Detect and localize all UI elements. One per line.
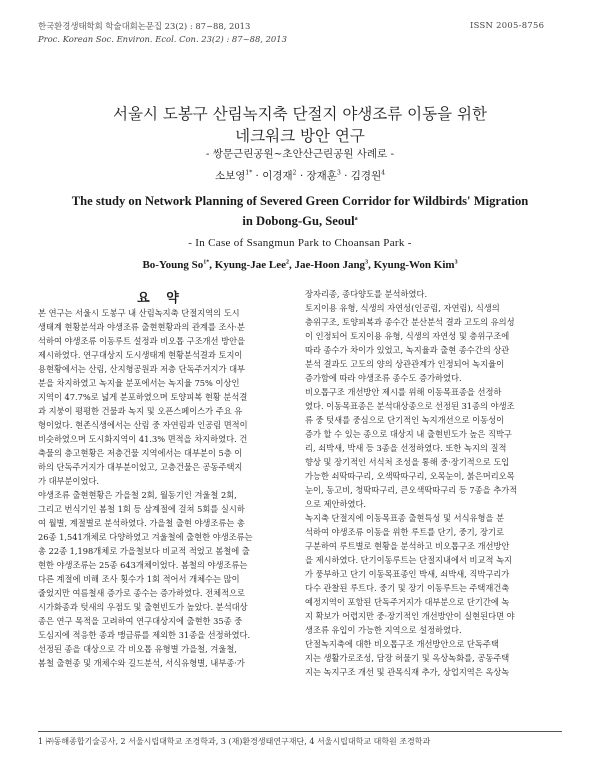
authors-ko: 소보영$^{1*}$ · 이경재$^2$ · 장재훈$^3$ · 김경원$^4$ [214, 169, 386, 182]
subtitle-ko: - 쌍문근린공원~초안산근린공원 사례로 - [205, 148, 395, 160]
author-ko: 이경재 [262, 170, 293, 182]
body-text-line: 시가화종과 텃새의 우점도 및 출현빈도가 높았다. 분석대상 [38, 602, 248, 613]
body-text-line: 토지이용 유형, 식생의 자연성(인공림, 자연림), 식생의 [305, 303, 500, 314]
body-text-line: 야생조류 출현현황은 가을철 2회, 월동기인 겨울철 2회, [38, 490, 237, 501]
author-ko: 장재훈 [306, 170, 337, 182]
body-text-line: 봄철 출현종 및 개체수와 길드분석, 서식유형별, 내부종·가 [38, 658, 245, 669]
affiliation-footnote: 1 ㈜동해종합기술공사, 2 서울시립대학교 조경학과, 3 (재)환경생태연구재단, 4 서울시립대학교 대학원 조경학과 [38, 737, 431, 746]
body-text-line: 석하여 야생조류 이동루트 설정과 비오톱 구조개선 방안을 [38, 336, 246, 347]
title-en-line1: The study on Network Planning of Severed Green Corridor for Wildbirds' Migration [71, 194, 529, 208]
body-text-line: 구분하여 루트별로 현황을 분석하고 비오톱구조 개선방안 [305, 541, 510, 552]
body-text-line: 총 22종 1,198개체로 가을철보다 비교적 적었고 봄철에 출 [38, 546, 250, 557]
body-text-line: 증가함에 따라 야생조류 종수도 증가하였다. [305, 373, 462, 384]
author-en: Kyung-Won Kim [373, 259, 455, 271]
title-en-line2-text: in Dobong-Gu, Seoul [242, 214, 355, 228]
body-text-line: 여 월별, 계절별로 분석하였다. 가을철 출현 야생조류는 총 [38, 518, 245, 529]
author-en: Kyung-Jae Lee [214, 259, 286, 271]
body-text-line: 비슷하였으며 도시화지역이 41.3% 면적을 차지하였다. 건 [38, 434, 248, 445]
body-text-line: 다수 관찰된 루트다. 중기 및 장기 이동루트는 주택재건축 [305, 583, 510, 594]
body-text-line: 지는 녹지구조 개선 및 관목식재 추가, 상업지역은 옥상녹 [305, 667, 510, 678]
body-text-line: 따라 종수가 차이가 있었고, 녹지율과 출현 종수간의 상관 [305, 345, 510, 356]
body-text-line: 제시하였다. 연구대상지 도시생태계 현황분석결과 토지이 [38, 350, 243, 361]
body-text-line: 축물의 층고현황은 저층건물 지역에서는 대부분이 5층 이 [38, 448, 243, 459]
body-text-line: 을 제시하였다. 단기이동루트는 단절지내에서 비교적 녹지 [305, 555, 513, 566]
body-text-line: 선정된 종을 대상으로 각 비오톱 유형별 가을철, 겨울철, [38, 644, 237, 655]
body-text-line: 용현황에서는 산림, 산지형공원과 저층 단독주거지가 대부 [38, 364, 246, 375]
body-text-line: 분석 결과도 고도의 양의 상관관계가 인정되어 녹지율이 [305, 359, 505, 370]
authors-en: Bo-Young $So^{1*}$, Kyung-Jae Lee$^2$, Jae-Hoon Jang$^3$, Kyung-Won Kim$^3$ [142, 259, 458, 271]
author-ko: 소보영 [214, 170, 246, 182]
body-text-line: 본 연구는 서울시 도봉구 내 산림녹지축 단절지역의 도시 [38, 308, 240, 318]
body-text-line: 지는 생활가로조성, 담장 허물기 및 옥상녹화를, 공동주택 [305, 653, 510, 664]
body-text-line: 가능한 쇠딱따구리, 오색딱따구리, 오목눈이, 붉은머리오목 [305, 471, 515, 482]
body-text-line: 녹지축 단절지에 이동목표종 출현특성 및 서식유형을 분 [305, 513, 505, 524]
abstract-left-column [38, 306, 286, 670]
author-en-sup: 2 [285, 259, 289, 266]
abstract-title: 요 약 [137, 291, 185, 306]
body-text-line: 그리고 번식기인 봄철 1회 등 삼계절에 걸쳐 5회를 실시하 [38, 504, 245, 515]
body-text-line: 비오톱구조 개선방안 제시를 위해 이동목표종을 선정하 [305, 387, 502, 398]
body-text-line: 석하여 야생조류 이동을 위한 루트를 단기, 중기, 장기로 [305, 527, 504, 538]
footnote-divider [38, 731, 562, 732]
body-text-line: 형이었다. 현존식생에서는 산림 중 자연림과 인공림 면적이 [38, 420, 248, 431]
body-text-line: 눈이, 동고비, 청딱따구리, 큰오색딱따구리 등 7종을 추가적 [305, 485, 518, 496]
body-text-line: 가 대부분이었다. [38, 476, 100, 487]
body-text-line: 도심지에 적응한 종과 맹금류를 제외한 31종을 선정하였다. [38, 630, 251, 641]
author-en: Jae-Hoon Jang [294, 259, 366, 271]
body-text-line: 층위구조, 토양피복과 종수간 분산분석 결과 고도의 유의성 [305, 317, 515, 328]
body-text-line: 하의 단독주거지가 대부분이었고, 고층건물은 공동주택지 [38, 462, 243, 473]
body-text-line: 줄었지만 여름철새 증가로 종수는 증가하였다. 전체적으로 [38, 588, 246, 599]
body-text-line: 다른 계절에 비해 조사 횟수가 1회 적어서 개체수는 많이 [38, 574, 240, 585]
author-ko-sup: 4 [381, 169, 386, 177]
body-text-line: 리, 쇠박새, 박새 등 3종을 선정하였다. 또한 녹지의 질적 [305, 443, 507, 454]
author-en-sup: 1* [203, 259, 210, 266]
body-text-line: 종은 연구 목적을 고려하여 연구대상지에 출현한 35종 중 [38, 616, 243, 627]
body-text-line: 분을 차지하였고 녹지율 분포에서는 녹지율 75% 이상인 [38, 378, 240, 389]
author-ko-sup: 1* [245, 169, 253, 177]
body-text-line: 과 지붕이 평평한 건물과 녹지 및 오픈스페이스가 주요 유 [38, 406, 243, 417]
title-en-line2 [0, 214, 600, 229]
journal-header-ko: 한국환경생태학회 학술대회논문집 23(2) : 87~88, 2013 [38, 21, 251, 31]
author-en: Bo-Young So [142, 259, 204, 271]
author-ko-sup: 2 [292, 169, 297, 177]
author-ko-sup: 3 [336, 169, 341, 177]
body-text-line: 증가 할 수 있는 종으로 대상지 내 출현빈도가 높은 직박구 [305, 429, 512, 440]
body-text-line: 이 인정되어 토지이용 유형, 식생의 자연성 및 층위구조에 [305, 331, 510, 342]
body-text-line: 으로 제안하였다. [305, 499, 367, 510]
title-ko-line2: 네크워크 방안 연구 [235, 127, 365, 145]
author-ko: 김경원 [350, 170, 382, 182]
body-text-line: 26종 1,541개체로 다양하였고 겨울철에 출현한 야생조류는 [38, 532, 253, 543]
body-text-line: 예정지역이 포함된 단독주거지가 대부분으로 단기간에 녹 [305, 597, 510, 608]
body-text-line: 였다. 이동목표종은 분석대상종으로 선정된 31종의 야생조 [305, 401, 515, 412]
abstract-right-column [305, 287, 567, 679]
body-text-line: 단절녹지축에 대한 비오톱구조 개선방안으로 단독주택 [305, 639, 499, 650]
title-en-sup: a [354, 215, 358, 222]
body-text-line: 향상 및 장기적인 서식처 조성을 통해 중·장기적으로 도입 [305, 457, 510, 468]
author-en-sup: 3 [365, 259, 369, 266]
body-text-line: 지역이 47.7%로 넓게 분포하였으며 토양피복 현황 분석결 [38, 392, 248, 403]
journal-header-en: Proc. Korean Soc. Environ. Ecol. Con. 23(2) : 87~88, 2013 [38, 34, 287, 44]
body-text-line: 현한 야생조류는 25종 643개체이었다. 봄철의 야생조류는 [38, 560, 248, 571]
issn: ISSN 2005-8756 [470, 20, 545, 30]
title-ko-line1: 서울시 도봉구 산림녹지축 단절지 야생조류 이동을 위한 [113, 105, 487, 123]
body-text-line: 가 풍부하고 단기 이동목표종인 박새, 쇠박새, 직박구리가 [305, 569, 510, 580]
body-text-line: 지 확보가 어렵지만 중·장기적인 개선방안이 실현된다면 야 [305, 611, 515, 622]
body-text-line: 생태계 현황분석과 야생조류 출현현황과의 관계를 조사·분 [38, 322, 246, 333]
body-text-line: 류 중 텃새를 중심으로 단기적인 녹지개선으로 이동성이 [305, 415, 505, 426]
subtitle-en: - In Case of Ssangmun Park to Choansan Park - [188, 237, 412, 249]
author-en-sup: 3 [454, 259, 458, 266]
body-text-line: 생조류 유입이 가능한 지역으로 설정하였다. [305, 625, 462, 636]
body-text-line: 장자리종, 종다양도를 분석하였다. [305, 289, 428, 299]
